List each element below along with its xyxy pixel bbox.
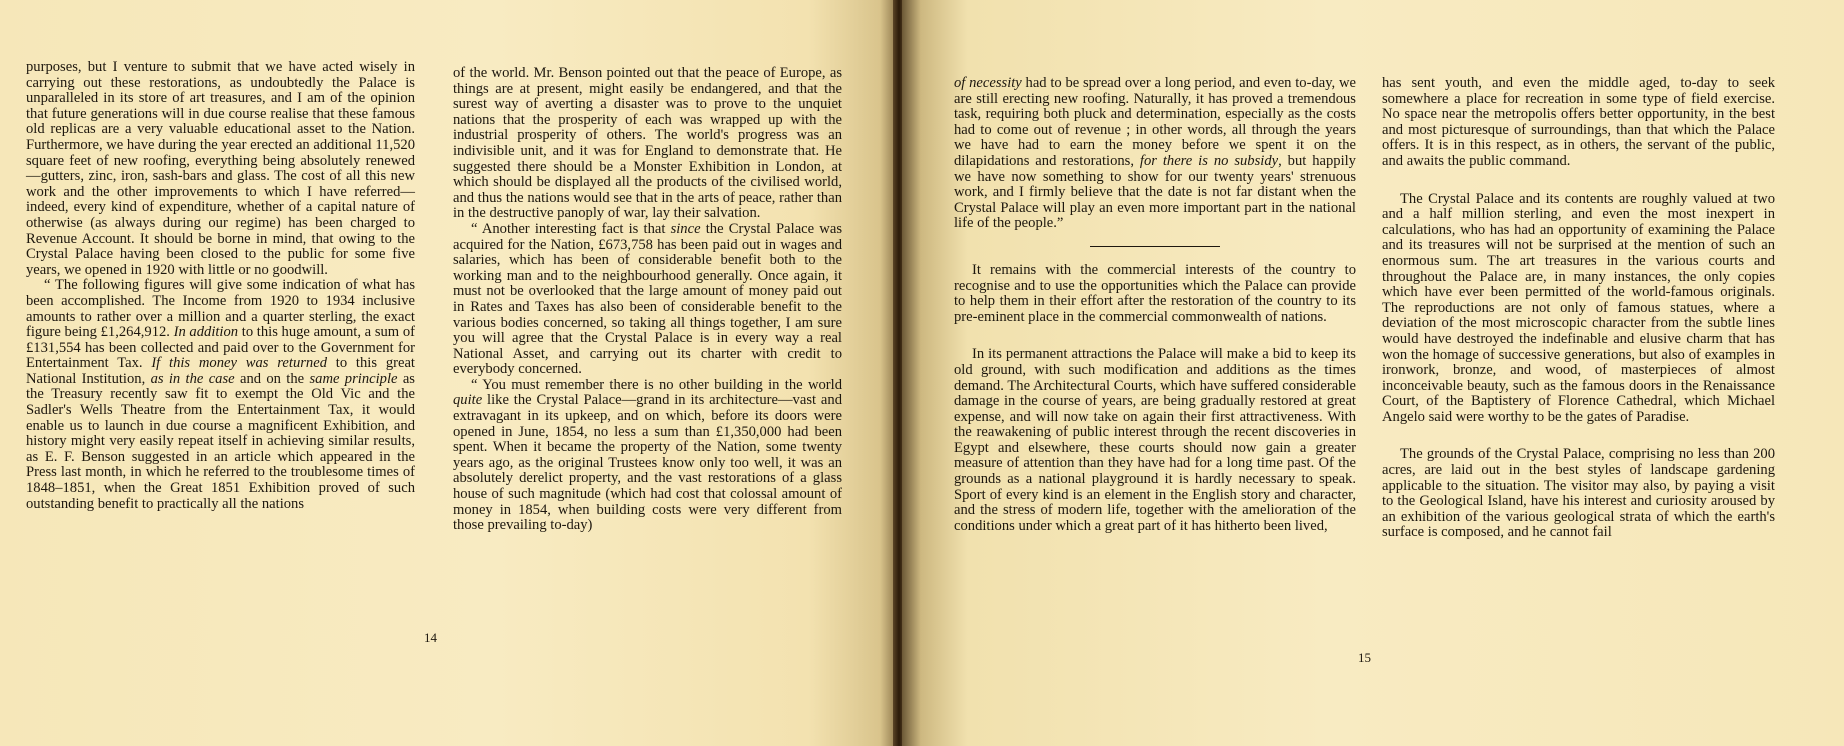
text-run: as the Treasury recently saw fit to exempt the Old Vic and the Sadler's Wells Theatre from the Entertainment Tax, it would enable us to launch in due course a magnificent Exhibition, and history might very easily repeat itself in achieving similar results, as E. F. Benson suggested in an article which appeared in the Press last month, in which he referred to the troublesome times of 1848–1851, when the Great 1851 Exhibition proved of such outstanding benefit to practically all the nations <box>26 370 415 512</box>
paragraph: In its permanent attractions the Palace will make a bid to keep its old ground, with such modification and additions as the times demand. The Architectural Courts, which have suffered considerable damage in the course of years, are being gradually restored at great expense, and will now take on again their first attractiveness. With the reawakening of public interest through the recent discoveries in Egypt and elsewhere, these courts should now gain a greater measure of attention than they have had for a long time past. Of the grounds as a national playground it is hardly necessary to speak. Sport of every kind is an element in the English story and character, and the stress of modern life, together with the amelioration of the conditions under which a great part of it has hitherto been lived, <box>954 346 1356 534</box>
italic-text: If this money was returned <box>151 355 327 372</box>
left-page-column-2 <box>453 66 842 534</box>
section-divider <box>1090 246 1220 247</box>
text-run: the Crystal Palace was acquired for the Nation, £673,758 has been paid out in wages and salaries, which has been of considerable benefit both to the working man and to the neighbourhood generally. Once again, it must not be overlooked that the large amount of money paid out in Rates and Taxes has also been of considerable benefit to the various bodies concerned, so taking all things together, I am sure you will agree that the Crystal Palace is in every way a real National Asset, and carrying out its charter with credit to everybody concerned. <box>453 220 842 378</box>
paragraph: purposes, but I venture to submit that we have acted wisely in carrying out these restorations, as undoubtedly the Palace is unparalleled in its store of art treasures, and I am of the opinion that future generations will in due course realise that these famous old replicas are a very valuable educational asset to the Nation. Furthermore, we have during the year erected an additional 11,520 square feet of new roofing, everything being absolutely renewed—gutters, zinc, iron, sash-bars and glass. The cost of all this new work and the other improvements to which I have referred—indeed, every kind of expenditure, whether of a capital nature of otherwise (as always during our regime) has been charged to Revenue Account. It should be borne in mind, that owing to the Crystal Palace having been closed to the public for some five years, we opened in 1920 with little or no goodwill. <box>26 59 415 278</box>
text-run: had to be spread over a long period, and even to-day, we are still erecting new roofing. Naturally, it has proved a tremendous task, requiring both pluck and determination, especially as the costs had to come out of revenue ; in other words, all through the years we have had to earn the money before we spent it on the dilapidations and restorations, <box>954 75 1356 169</box>
paragraph: of the world. Mr. Benson pointed out that the peace of Europe, as things are at present, might easily be endangered, and that the surest way of averting a disaster was to prove to the unquiet nations that the prosperity of each was wrapped up with the industrial prosperity of others. The world's progress was an indivisible unit, and it was for England to demonstrate that. He suggested there should be a Monster Exhibition in London, at which should be displayed all the products of the civilised world, and thus the nations would see that in the arts of peace, rather than in the destructive panoply of war, lay their salvation. <box>453 65 842 222</box>
right-page-column-2 <box>1382 76 1775 541</box>
text-run: , but happily we have now something to show for our twenty years' strenuous work, and I firmly believe that the date is not far distant when the Crystal Palace will play an even more important part in the national life of the people.” <box>954 152 1356 232</box>
paragraph <box>954 76 1356 232</box>
text-run: “ You must remember there is no other building in the world <box>471 376 842 393</box>
italic-text: for there is no subsidy <box>1139 152 1279 169</box>
text-run: “ The following figures will give some indication of what has been accomplished. The Income from 1920 to 1934 inclusive amounts to rather over a million and a quarter sterling, the exact figure being £1,264,912. <box>26 277 415 341</box>
left-page-column-1 <box>26 60 415 512</box>
page-number: 15 <box>1358 650 1371 665</box>
paragraph: has sent youth, and even the middle aged, to-day to seek somewhere a place for recreation in some type of field exercise. No space near the metropolis offers better opportunity, in the best and most picturesque of surroundings, than that which the Palace offers. It is in this respect, as in others, the servant of the public, and awaits the public command. <box>1382 75 1775 169</box>
paragraph-gap <box>1382 170 1775 192</box>
text-run: “ Another interesting fact is that <box>471 220 671 237</box>
italic-text: of necessity <box>954 75 1022 91</box>
italic-text: In addition <box>173 324 239 341</box>
paragraph <box>26 278 415 512</box>
right-page-column-1 <box>954 76 1356 534</box>
text-run: and on the <box>234 370 310 387</box>
text-run: like the Crystal Palace—grand in its architecture—vast and extravagant in its upkeep, and on which, before its doors were opened in June, 1854, no less a sum than £1,350,000 had been spent. When it became the property of the Nation, some twenty years ago, as the original Trustees know only too well, it was an absolutely derelict property, and the vast restorations of a glass house of such magnitude (which had cost that colossal amount of money in 1854, when building costs were very different from those prevailing to-day) <box>453 392 842 534</box>
paragraph <box>453 378 842 534</box>
paragraph: It remains with the commercial interests of the country to recognise and to use the opportunities which the Palace can provide to help them in their effort after the restoration of the country to its pre-eminent place in the commercial commonwealth of nations. <box>954 261 1356 325</box>
paragraph <box>453 222 842 378</box>
paragraph-gap <box>954 325 1356 347</box>
paragraph-gap <box>1382 425 1775 447</box>
right-page <box>902 0 1844 746</box>
page-number: 14 <box>424 630 437 645</box>
text-run: to this huge amount, a sum of £131,554 has been collected and paid over to the Government for Entertainment Tax. <box>26 324 415 372</box>
paragraph: The grounds of the Crystal Palace, comprising no less than 200 acres, are laid out in the best styles of landscape gardening applicable to the situation. The visitor may also, by paying a visit to the Geological Island, have his interest and curiosity aroused by an exhibition of the various geological strata of which the earth's surface is composed, and he cannot fail <box>1382 446 1775 541</box>
italic-text: since <box>670 220 701 237</box>
paragraph: The Crystal Palace and its contents are roughly valued at two and a half million sterling, and even the most inexpert in calculations, who has had an opportunity of examining the Palace and its treasures will not be surprised at the mention of such an enormous sum. The art treasures in the various courts and throughout the Palace are, in many instances, the only copies which have ever been permitted of the world-famous originals. The reproductions are not only of famous statues, where a deviation of the most microscopic character from the subtle lines would have destroyed the indefinable and elusive charm that has won the homage of successive generations, but also of examples in ironwork, bronze, and wood, of masterpieces of almost inconceivable beauty, such as the famous doors in the Renaissance Court, of the Baptistery of Florence Cathedral, which Michael Angelo said were worthy to be the gates of Paradise. <box>1382 190 1775 425</box>
italic-text: as in the case <box>150 370 235 387</box>
left-page <box>0 0 898 746</box>
italic-text: same principle <box>309 370 398 387</box>
text-run: to this great National Institution, <box>26 355 415 387</box>
italic-text: quite <box>453 392 483 409</box>
